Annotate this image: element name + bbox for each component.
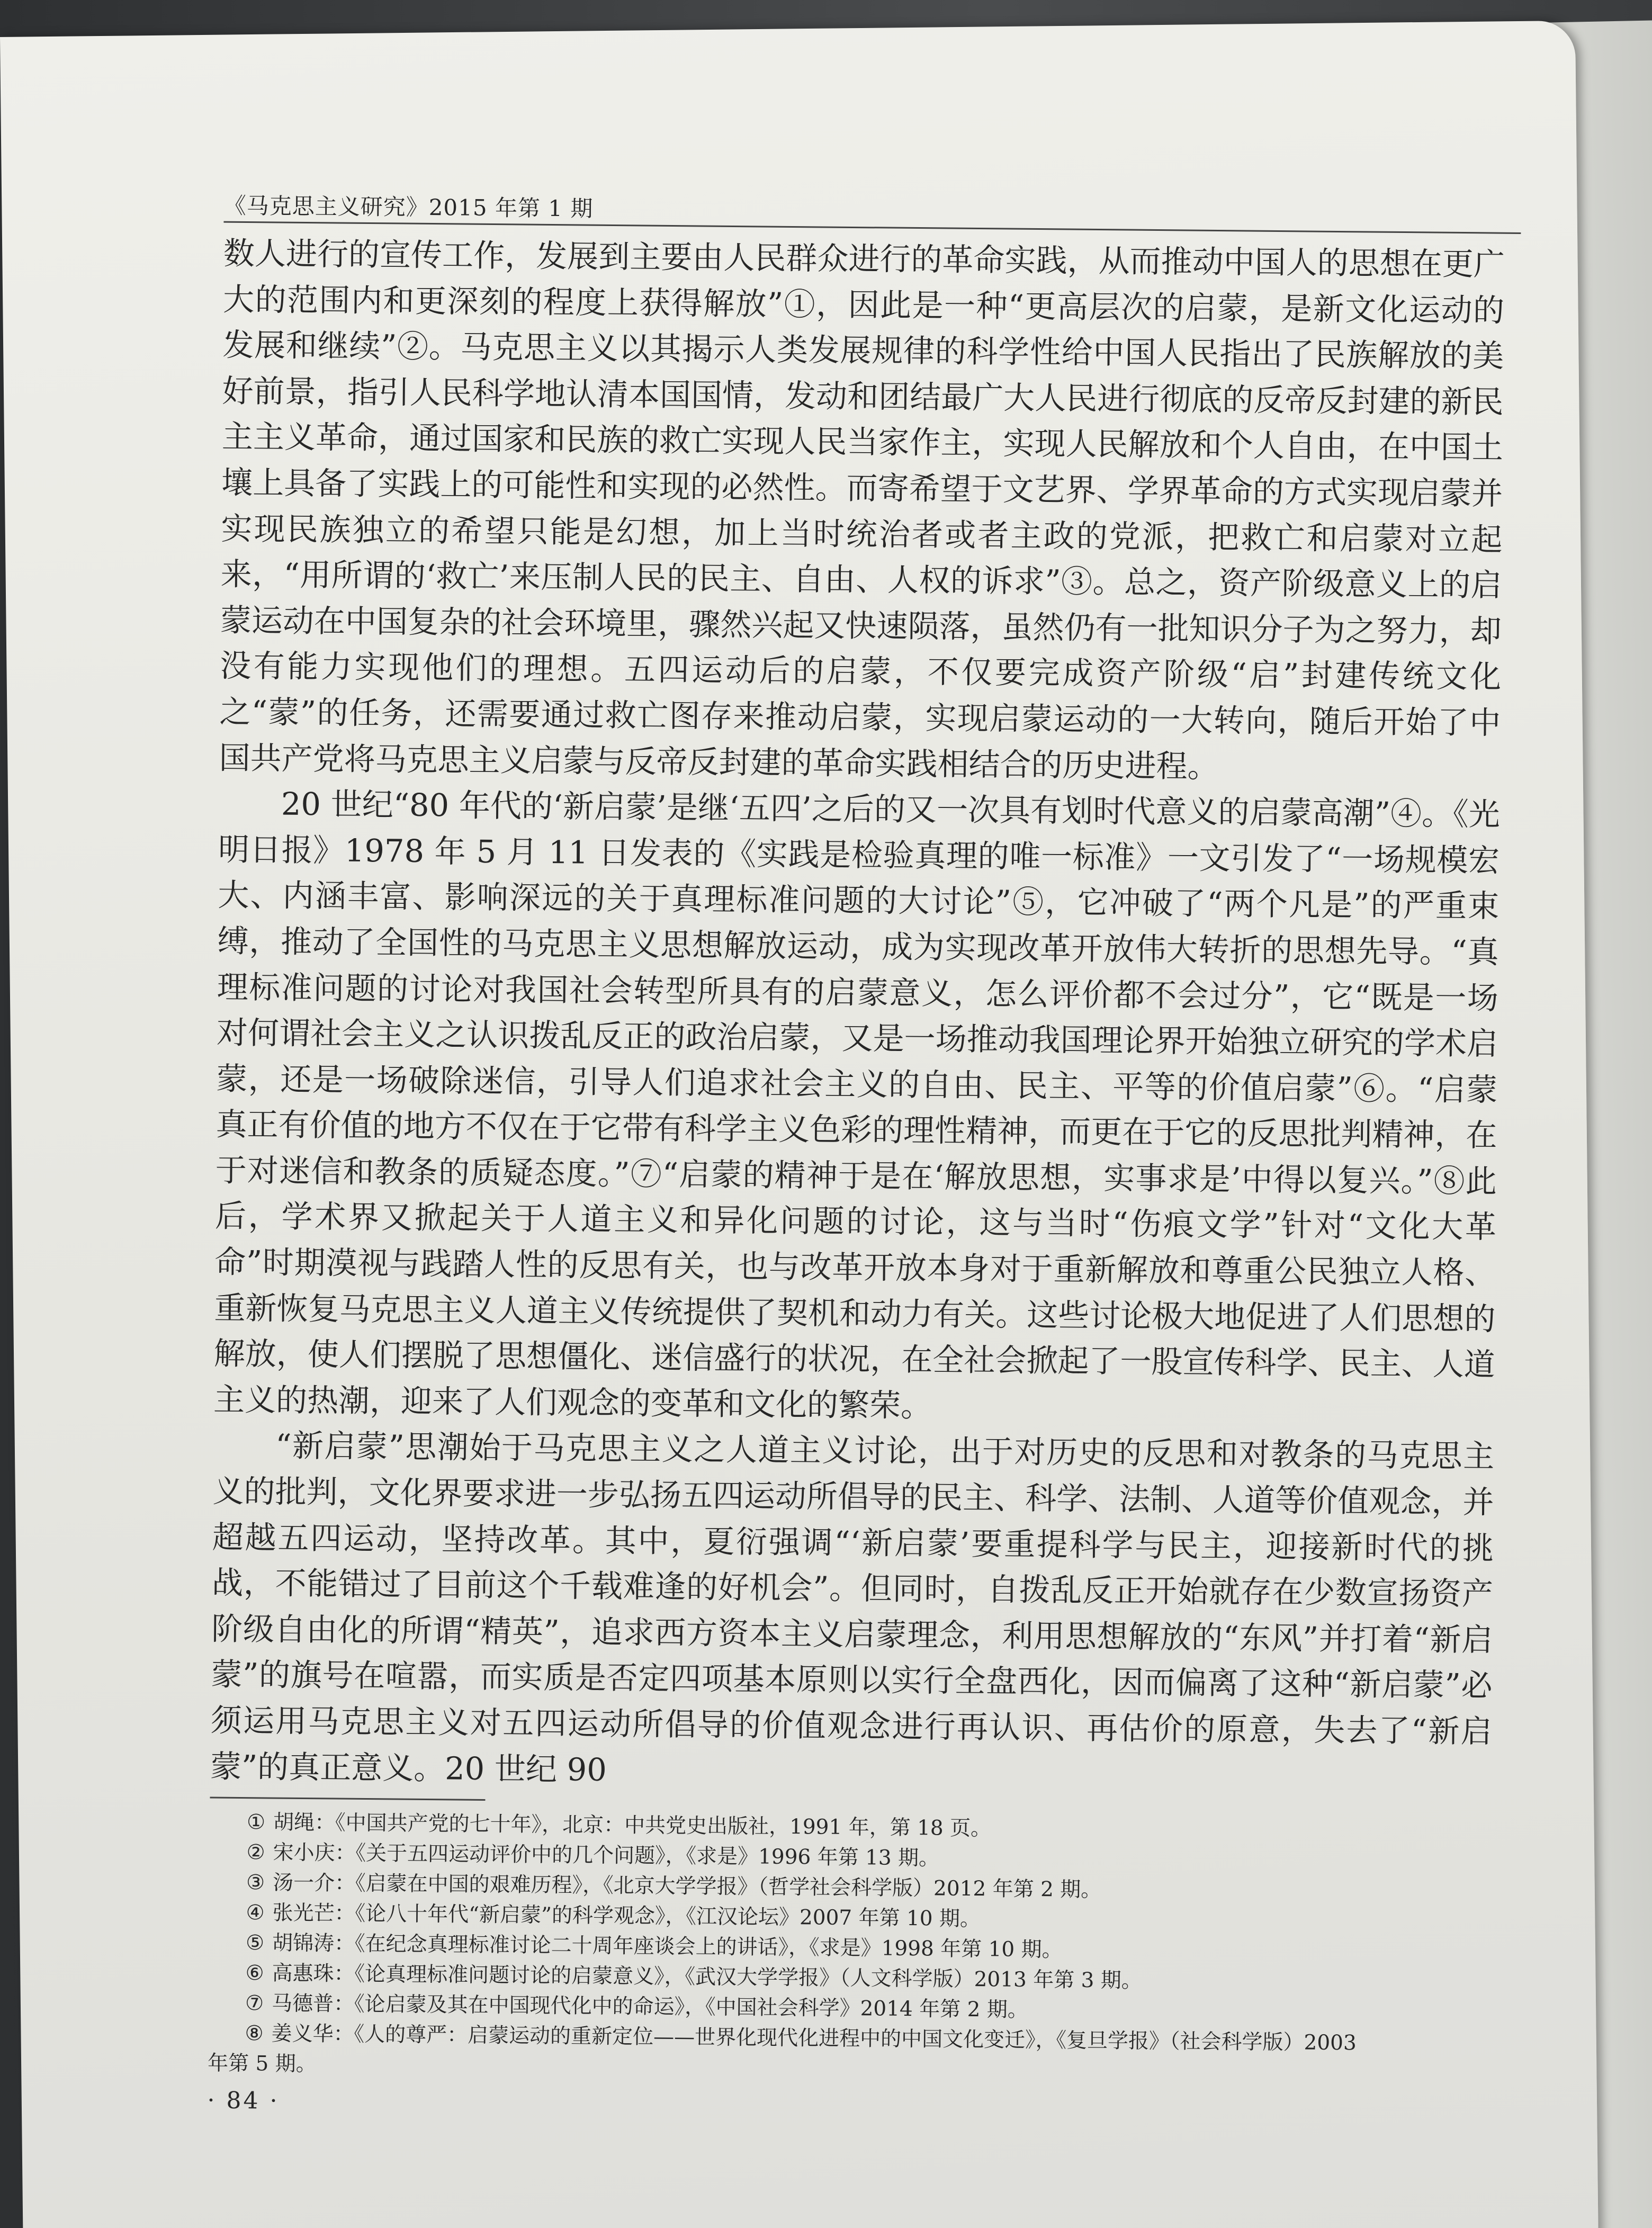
footnote-text: 姜义华：《人的尊严：启蒙运动的重新定位——世界化现代化进程中的中国文化变迁》，《复旦学报》（社会科学版）2003 (271, 2022, 1357, 2055)
running-header (223, 188, 1505, 237)
body-text (210, 231, 1505, 1801)
footnote-mark: ⑦ (245, 1991, 264, 2016)
paragraph: “新启蒙”思潮始于马克思主义之人道主义讨论，出于对历史的反思和对教条的马克思主义的批判，文化界要求进一步弘扬五四运动所倡导的民主、科学、法制、人道等价值观念，并超越五四运动，坚持改革。其中，夏衍强调“‘新启蒙’要重提科学与民主，迎接新时代的挑战，不能错过了目前这个千载难逢的好机会”。但同时，自拨乱反正开始就存在少数宣扬资产阶级自由化的所谓“精英”，追求西方资本主义启蒙理念，利用思想解放的“东风”并打着“新启蒙”的旗号在喧嚣，而实质是否定四项基本原则以实行全盘西化，因而偏离了这种“新启蒙”必须运用马克思主义对五四运动所倡导的价值观念进行再认识、再估价的原意，失去了“新启蒙”的真正意义。20 世纪 90 (210, 1427, 1495, 1788)
footnote-text: 高惠珠：《论真理标准问题讨论的启蒙意义》，《武汉大学学报》（人文科学版）2013 年第 3 期。 (272, 1961, 1142, 1993)
footnote-mark: ⑧ (245, 2022, 264, 2046)
footnote-mark: ⑤ (245, 1931, 265, 1955)
footnote-mark: ① (246, 1810, 266, 1835)
page-content (207, 188, 1505, 2125)
footnotes (208, 1807, 1491, 2090)
paragraph: 20 世纪“80 年代的‘新启蒙’是继‘五四’之后的又一次具有划时代意义的启蒙高潮”④。《光明日报》1978 年 5 月 11 日发表的《实践是检验真理的唯一标准》一文引发了“一场规模宏大、内涵丰富、影响深远的关于真理标准问题的大讨论”⑤，它冲破了“两个凡是”的严重束缚，推动了全国性的马克思主义思想解放运动，成为实现改革开放伟大转折的思想先导。“真理标准问题的讨论对我国社会转型所具有的启蒙意义，怎么评价都不会过分”，它“既是一场对何谓社会主义之认识拨乱反正的政治启蒙，又是一场推动我国理论界开始独立研究的学术启蒙，还是一场破除迷信，引导人们追求社会主义的自由、民主、平等的价值启蒙”⑥。“启蒙真正有价值的地方不仅在于它带有科学主义色彩的理性精神，而更在于它的反思批判精神，在于对迷信和教条的质疑态度。”⑦“启蒙的精神于是在‘解放思想，实事求是’中得以复兴。”⑧此后，学术界又掀起关于人道主义和异化问题的讨论，这与当时“伤痕文学”针对“文化大革命”时期漠视与践踏人性的反思有关，也与改革开放本身对于重新解放和尊重公民独立人格、重新恢复马克思主义人道主义传统提供了契机和动力有关。这些讨论极大地促进了人们思想的解放，使人们摆脱了思想僵化、迷信盛行的状况，在全社会掀起了一股宣传科学、民主、人道主义的热潮，迎来了人们观念的变革和文化的繁荣。 (213, 785, 1501, 1424)
page-number: · 84 · (207, 2087, 280, 2115)
footnote-text: 胡锦涛：《在纪念真理标准讨论二十周年座谈会上的讲话》，《求是》1998 年第 10 期。 (272, 1931, 1063, 1962)
footnote-text: 马德普：《论启蒙及其在中国现代化中的命运》，《中国社会科学》2014 年第 2 期。 (271, 1991, 1029, 2023)
footnote-text: 胡绳：《中国共产党的七十年》，北京：中共党史出版社，1991 年，第 18 页。 (273, 1810, 992, 1841)
footnote-text: 汤一介：《启蒙在中国的艰难历程》，《北京大学学报》（哲学社会科学版）2012 年第 2 期。 (272, 1871, 1102, 1902)
journal-header: 《马克思主义研究》2015 年第 1 期 (223, 192, 594, 222)
paragraph: 数人进行的宣传工作，发展到主要由人民群众进行的革命实践，从而推动中国人的思想在更广大的范围内和更深刻的程度上获得解放”①，因此是一种“更高层次的启蒙，是新文化运动的发展和继续”②。马克思主义以其揭示人类发展规律的科学性给中国人民指出了民族解放的美好前景，指引人民科学地认清本国国情，发动和团结最广大人民进行彻底的反帝反封建的新民主主义革命，通过国家和民族的救亡实现人民当家作主，实现人民解放和个人自由，在中国土壤上具备了实践上的可能性和实现的必然性。而寄希望于文艺界、学界革命的方式实现启蒙并实现民族独立的希望只能是幻想，加上当时统治者或者主政的党派，把救亡和启蒙对立起来，“用所谓的‘救亡’来压制人民的民主、自由、人权的诉求”③。总之，资产阶级意义上的启蒙运动在中国复杂的社会环境里，骤然兴起又快速陨落，虽然仍有一批知识分子为之努力，却没有能力实现他们的理想。五四运动后的启蒙，不仅要完成资产阶级“启”封建传统文化之“蒙”的任务，还需要通过救亡图存来推动启蒙，实现启蒙运动的一大转向，随后开始了中国共产党将马克思主义启蒙与反帝反封建的革命实践相结合的历史进程。 (219, 235, 1505, 785)
footnote-mark: ③ (246, 1871, 265, 1895)
footnote-mark: ⑥ (245, 1961, 264, 1986)
footnote-mark: ② (246, 1840, 265, 1865)
footnote-continuation: 年第 5 期。 (207, 2051, 317, 2077)
footnote-mark: ④ (246, 1901, 265, 1925)
footnote-rule (210, 1797, 485, 1801)
footnote-text: 宋小庆：《关于五四运动评价中的几个问题》，《求是》1996 年第 13 期。 (273, 1840, 940, 1871)
book-page (0, 21, 1599, 2228)
footnote-text: 张光芒：《论八十年代“新启蒙”的科学观念》，《江汉论坛》2007 年第 10 期。 (272, 1901, 981, 1931)
